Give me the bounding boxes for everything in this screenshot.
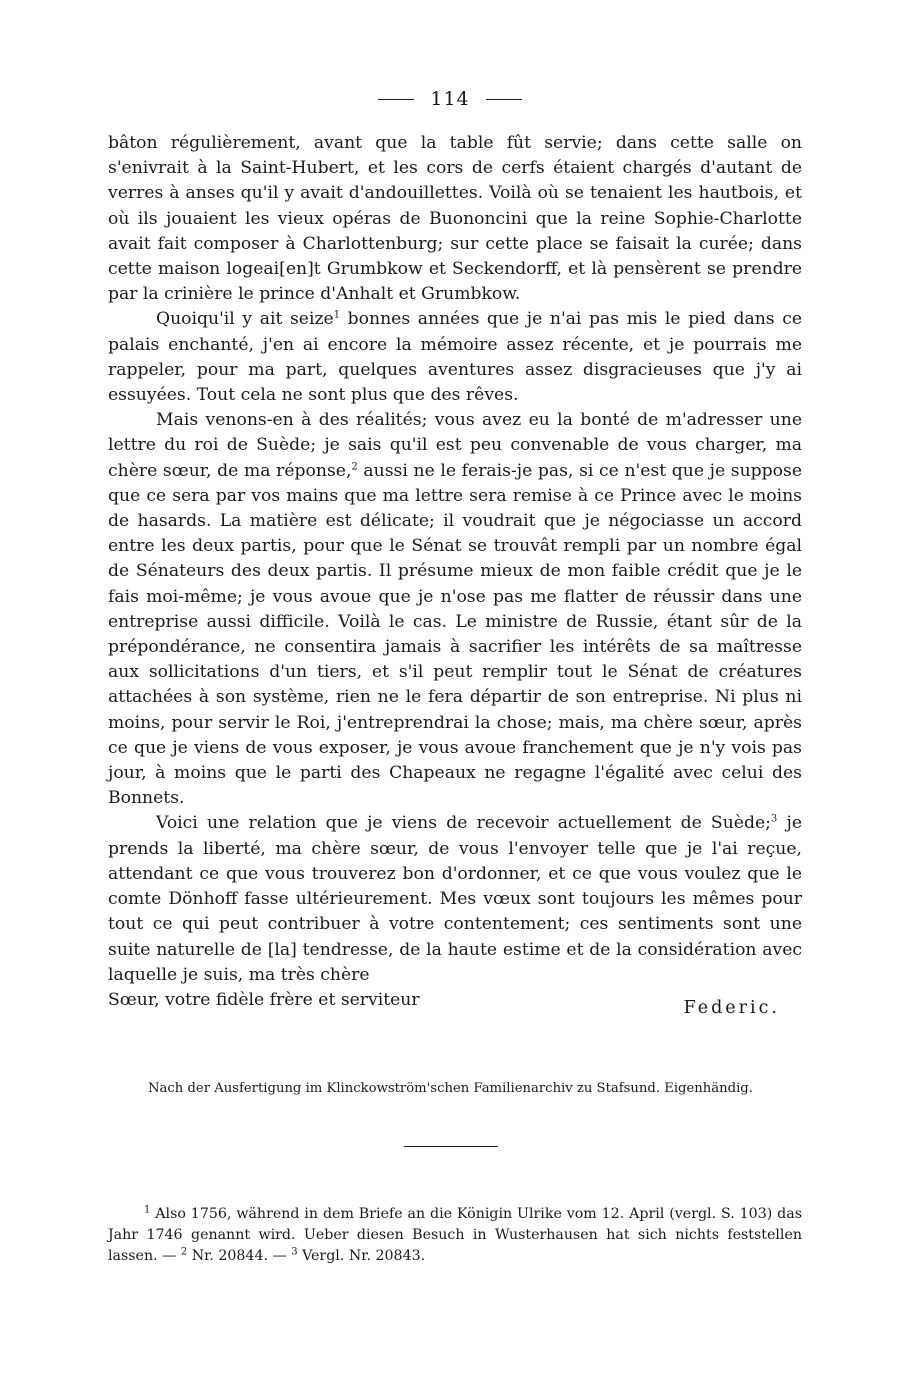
footnote-ref-2: 2 xyxy=(351,460,358,472)
signature: Federic. xyxy=(683,997,780,1018)
header-rule-right xyxy=(486,99,522,100)
paragraph-2 xyxy=(108,307,802,408)
footnote-divider xyxy=(404,1146,498,1147)
header-rule-left xyxy=(378,99,414,100)
paragraph-3-text-b: aussi ne le ferais-je pas, si ce n'est que je suppose que ce sera par vos mains que ma lettre sera remise à ce Prince avec le moins de hasards. La matière est délicate; il voudrait que je négociasse un accord entre les deux partis, pour que le Sénat se trouvât rempli par un nombre égal de Sénateurs des deux partis. Il présume mieux de mon faible crédit que je le fais moi-même; je vous avoue que je n'ose pas me flatter de réussir dans une entreprise aussi difficile. Voilà le cas. Le ministre de Russie, étant sûr de la prépondérance, ne consentira jamais à sacrifier les intérêts de sa maîtresse aux sollicitations d'un tiers, et s'il peut remplir tout le Sénat de créatures attachées à son système, rien ne le fera départir de son entreprise. Ni plus ni moins, pour servir le Roi, j'entreprendrai la chose; mais, ma chère sœur, après ce que je viens de vous exposer, je vous avoue franchement que je n'y vois pas jour, à moins que le parti des Chapeaux ne regagne l'égalité avec celui des Bonnets. xyxy=(108,460,802,809)
paragraph-3 xyxy=(108,408,802,811)
footnote-ref-3: 3 xyxy=(770,813,778,825)
paragraph-2-text-a: Quoiqu'il y ait seize xyxy=(156,309,334,330)
footnote-3-text: Vergl. Nr. 20843. xyxy=(297,1248,426,1264)
paragraph-1: bâton régulièrement, avant que la table fût servie; dans cette salle on s'enivrait à la Saint-Hubert, et les cors de cerfs étaient chargés d'autant de verres à anses qu'il y avait d'andouillettes. Voilà où se tenaient les hautbois, et où ils jouaient les vieux opéras de Buononcini que la reine Sophie-Charlotte avait fait composer à Charlottenburg; sur cette place se faisait la curée; dans cette maison logeai[en]t Grumbkow et Seckendorff, et là pensèrent se prendre par la crinière le prince d'Anhalt et Grumbkow. xyxy=(108,133,802,305)
source-note: Nach der Ausfertigung im Klinckowström'schen Familienarchiv zu Stafsund. Eigenhändig. xyxy=(148,1081,753,1096)
closing-line xyxy=(108,988,802,1018)
footnotes xyxy=(108,1204,802,1267)
closing-text: Sœur, votre fidèle frère et serviteur xyxy=(108,989,420,1010)
paragraph-2-text-b: bonnes années que je n'ai pas mis le pied dans ce palais enchanté, j'en ai encore la mémoire assez récente, et je pourrais me rappeler, pour ma part, quelques aventures assez disgracieuses que j'y ai essuyées. Tout cela ne sont plus que des rêves. xyxy=(108,309,803,406)
letter-body xyxy=(108,131,803,1018)
footnote-mark-1: 1 xyxy=(144,1204,151,1216)
footnote-2-text: Nr. 20844. — xyxy=(187,1248,292,1264)
footnote-1-text: Also 1756, während in dem Briefe an die Königin Ulrike vom 12. April (vergl. S. 103) das Jahr 1746 genannt wird. Ueber diesen Besuch in Wusterhausen hat sich nichts feststellen lassen. — xyxy=(108,1206,802,1264)
footnote-ref-1: 1 xyxy=(333,309,341,321)
footnote-mark-2: 2 xyxy=(180,1246,188,1258)
footnote-mark-3: 3 xyxy=(291,1246,298,1258)
paragraph-4-text-b: je prends la liberté, ma chère sœur, de vous l'envoyer telle que je l'ai reçue, attendant ce que vous trouverez bon d'ordonner, et ce que vous voulez que le comte Dönhoff fasse ultérieurement. Mes vœux sont toujours les mêmes pour tout ce qui peut contribuer à votre contentement; ces sentiments sont une suite naturelle de [la] tendresse, de la haute estime et de la considération avec laquelle je suis, ma très chère xyxy=(108,813,802,985)
page-header xyxy=(0,88,900,110)
page-number: 114 xyxy=(430,88,470,110)
paragraph-4-text-a: Voici une relation que je viens de recevoir actuellement de Suède; xyxy=(156,813,771,834)
paragraph-3-text-a: Mais venons-en à des réalités; vous avez eu la bonté de m'adresser une lettre du roi de Suède; je sais qu'il est peu convenable de vous charger, ma chère sœur, de ma réponse, xyxy=(108,410,802,481)
paragraph-4 xyxy=(108,811,802,987)
